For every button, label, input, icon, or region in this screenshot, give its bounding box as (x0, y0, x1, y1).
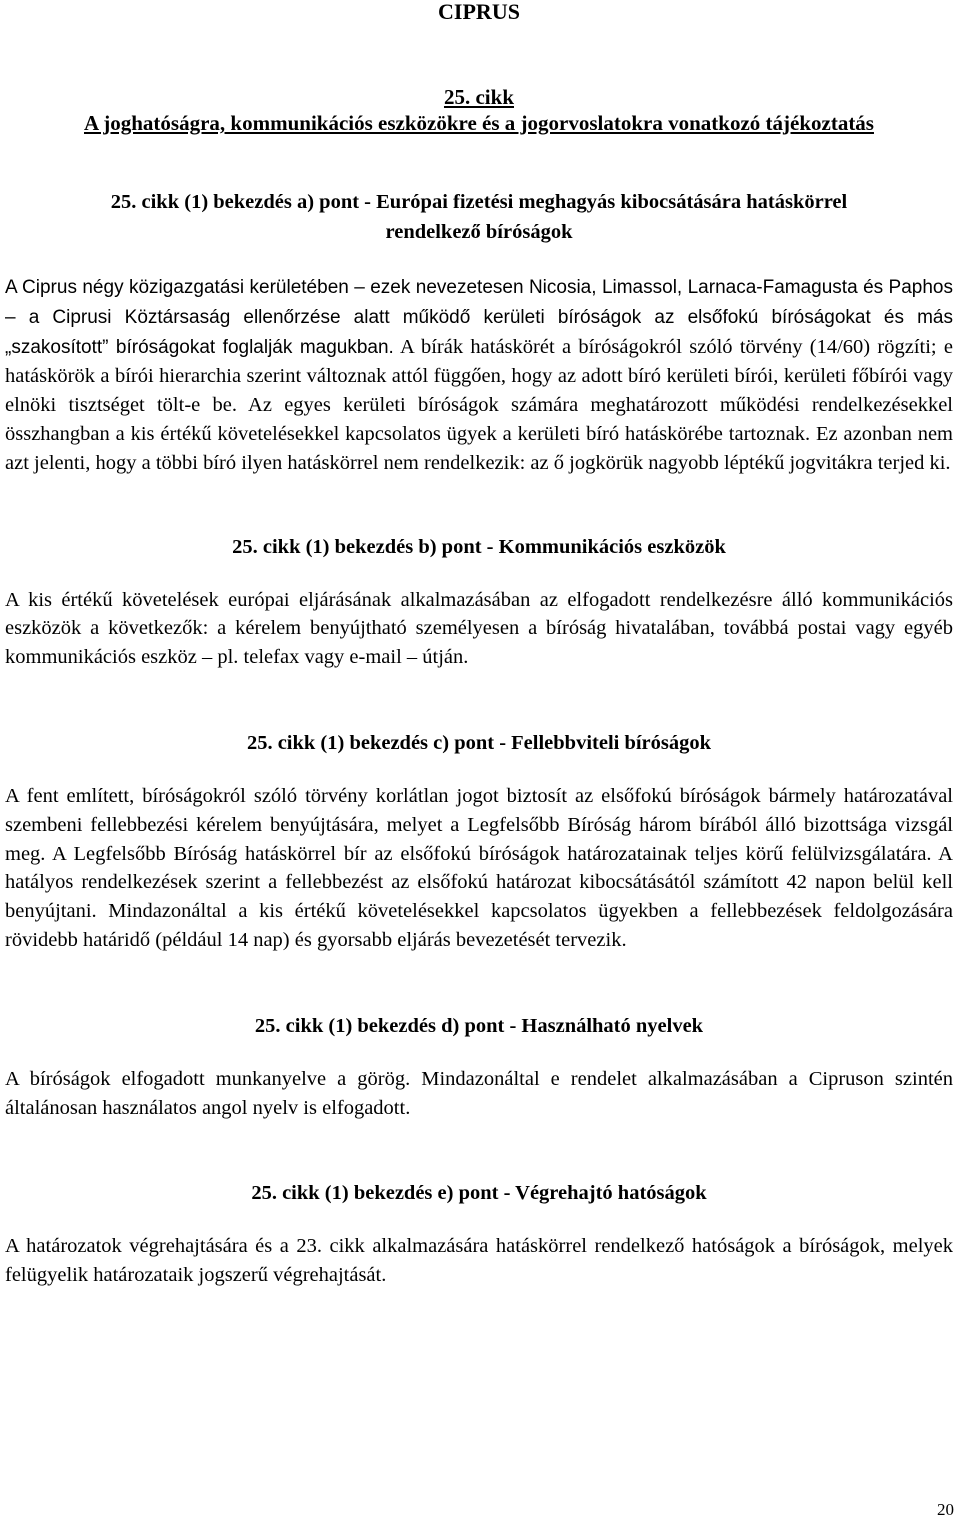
section-b-paragraph: A kis értékű követelések európai eljárásának alkalmazásában az elfogadott rendelkezésre álló kommunikációs eszközök a következők: a kérelem benyújtható személyesen a bíróság hivatalában, továbbá postai vagy egyéb kommunikációs eszköz – pl. telefax vagy e-mail – útján. (5, 588, 953, 669)
country-heading: CIPRUS (438, 0, 520, 24)
article-heading (5, 84, 953, 136)
section-a-paragraph-serif: A bírák hatáskörét a bíróságokról szóló törvény (14/60) rögzíti; e hatáskörök a bírói hierarchia szerint változnak attól függően, hogy az adott bíró kerületi bírói, kerületi főbírói vagy elnöki tisztséget tölt-e be. Az egyes kerületi bíróságok számára meghatározott működési rendelkezésekkel összhangban a kis értékű követelésekkel kapcsolatos ügyek a kerületi bíró hatáskörébe tartoznak. Ez azonban nem azt jelenti, hogy a többi bíró ilyen hatáskörrel nem rendelkezik: az ő jogkörük nagyobb léptékű jogvitákra terjed ki. (5, 335, 954, 474)
section-a-title-line2: rendelkező bíróságok (385, 221, 573, 243)
page-number: 20 (937, 1500, 954, 1519)
section-e-paragraph: A határozatok végrehajtására és a 23. cikk alkalmazására hatáskörrel rendelkező hatóságok a bíróságok, melyek felügyelik határozataik jogszerű végrehajtását. (5, 1235, 953, 1287)
section-d (5, 1011, 953, 1123)
article-title: A joghatóságra, kommunikációs eszközökre és a jogorvoslatokra vonatkozó tájékoztatás (84, 111, 874, 135)
section-c-paragraph: A fent említett, bíróságokról szóló törvény korlátlan jogot biztosít az elsőfokú bíróságok bármely határozatával szembeni fellebbezési kérelem benyújtására, melyet a Legfelsőbb Bíróság három bírából álló bizottsága vizsgál meg. A Legfelsőbb Bíróság hatáskörrel bír az elsőfokú bíróságok határozatainak teljes körű felülvizsgálatára. A hatályos rendelkezések szerint a fellebbezést az elsőfokú határozat kibocsátásától számított 42 napon belül kell benyújtani. Mindazonáltal a kis értékű követelésekkel kapcsolatos ügyekben a fellebbezések feldolgozására rövidebb határidő (például 14 nap) és gyorsabb eljárás bevezetését tervezik. (5, 784, 953, 951)
section-e (5, 1178, 953, 1290)
section-b (5, 532, 953, 672)
section-b-title: 25. cikk (1) bekezdés b) pont - Kommunikációs eszközök (232, 535, 726, 558)
document-page (5, 0, 953, 1290)
section-e-title: 25. cikk (1) bekezdés e) pont - Végrehajtó hatóságok (251, 1182, 707, 1205)
section-a-paragraph (5, 273, 953, 478)
article-number: 25. cikk (443, 85, 514, 109)
section-a-paragraph-sans: A Ciprus négy közigazgatási kerületében – ezek nevezetesen Nicosia, Limassol, Larnaca-Famagusta és Paphos – a Ciprusi Köztársaság ellenőrzése alatt működő kerületi bíróságok az elsőfokú bíróságokat és más „szakosított” bíróságokat foglalják magukban. (5, 277, 953, 358)
section-a (5, 187, 953, 478)
section-c (5, 728, 953, 955)
section-d-paragraph: A bíróságok elfogadott munkanyelve a görög. Mindazonáltal e rendelet alkalmazásában a Cipruson szintén általánosan használatos angol nyelv is elfogadott. (5, 1067, 953, 1119)
section-d-title: 25. cikk (1) bekezdés d) pont - Használható nyelvek (254, 1014, 704, 1037)
section-a-title (5, 187, 953, 247)
section-c-title: 25. cikk (1) bekezdés c) pont - Fellebbviteli bíróságok (246, 731, 712, 754)
section-a-title-line1: 25. cikk (1) bekezdés a) pont - Európai fizetési meghagyás kibocsátására hatáskörrel (110, 191, 848, 213)
